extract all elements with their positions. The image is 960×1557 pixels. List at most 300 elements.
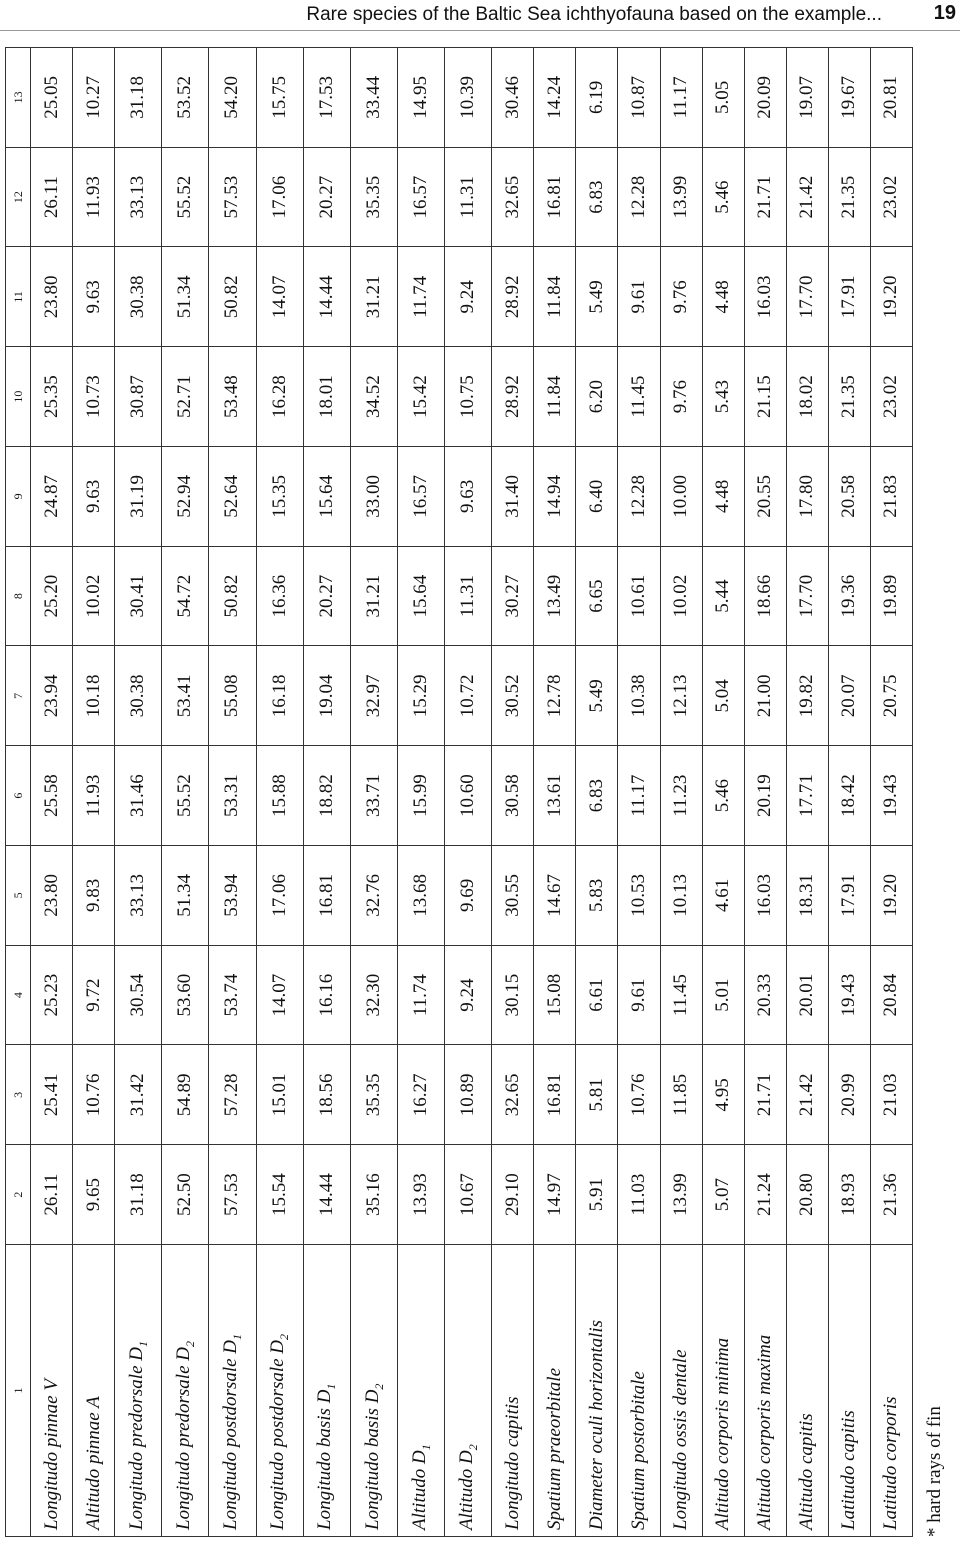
table-cell: 25.23 [31,945,73,1045]
table-cell: 9.24 [445,247,492,347]
row-label-text: Longitudo basis D [314,1389,336,1530]
table-cell: 6.61 [576,945,618,1045]
column-header-10: 10 [6,347,31,447]
table-cell: 19.89 [870,546,912,646]
row-label [445,1245,492,1537]
row-label [870,1245,912,1537]
table-cell: 16.57 [398,447,445,547]
row-label-subscript: 1 [324,1383,339,1390]
row-label-subscript: 2 [182,1341,197,1348]
table-cell: 16.03 [744,247,786,347]
table-cell: 17.91 [828,247,870,347]
table-cell: 21.15 [744,347,786,447]
table-cell: 17.06 [256,846,303,946]
table-cell: 10.72 [445,646,492,746]
table-cell: 21.71 [744,147,786,247]
table-cell: 15.29 [398,646,445,746]
table-cell: 16.18 [256,646,303,746]
table-cell: 25.35 [31,347,73,447]
table-cell: 14.67 [534,846,576,946]
table-cell: 5.44 [702,546,744,646]
row-label [492,1245,534,1537]
row-label-subscript: 1 [229,1333,244,1340]
row-label-text: Longitudo postdorsale D [267,1339,289,1530]
table-cell: 16.81 [303,846,350,946]
table-cell: 10.02 [73,546,115,646]
table-cell: 19.67 [828,48,870,148]
table-row [209,48,256,1537]
table-cell: 28.92 [492,347,534,447]
table-cell: 32.76 [350,846,397,946]
table-cell: 15.64 [398,546,445,646]
row-label [303,1245,350,1537]
table-cell: 57.28 [209,1045,256,1145]
table-cell: 23.80 [31,247,73,347]
row-label [209,1245,256,1537]
table-cell: 26.11 [31,147,73,247]
table-cell: 10.60 [445,746,492,846]
table-cell: 11.93 [73,746,115,846]
table-cell: 18.93 [828,1145,870,1245]
row-label-text: Altitudo corporis minima [712,1337,734,1530]
table-cell: 15.88 [256,746,303,846]
table-cell: 53.94 [209,846,256,946]
table-cell: 13.68 [398,846,445,946]
table-cell: 23.80 [31,846,73,946]
table-cell: 21.36 [870,1145,912,1245]
table-cell: 20.07 [828,646,870,746]
table-row [660,48,702,1537]
table-cell: 5.05 [702,48,744,148]
table-cell: 21.35 [828,347,870,447]
column-header-row [6,48,31,1537]
table-cell: 30.58 [492,746,534,846]
table-row [398,48,445,1537]
table-cell: 10.13 [660,846,702,946]
table-cell: 16.16 [303,945,350,1045]
table-cell: 31.18 [115,48,162,148]
table-cell: 10.87 [618,48,660,148]
row-label-text: Altitudo D [455,1450,477,1530]
table-cell: 15.42 [398,347,445,447]
table-cell: 54.72 [162,546,209,646]
table-cell: 13.61 [534,746,576,846]
page-header [0,0,960,30]
row-label-subscript: 1 [418,1444,433,1451]
table-cell: 9.61 [618,945,660,1045]
table-cell: 14.44 [303,247,350,347]
table-cell: 21.24 [744,1145,786,1245]
table-cell: 14.07 [256,945,303,1045]
table-cell: 33.13 [115,147,162,247]
table-cell: 21.03 [870,1045,912,1145]
table-cell: 11.31 [445,147,492,247]
table-cell: 9.72 [73,945,115,1045]
column-header-4: 4 [6,945,31,1045]
row-label-subscript: 2 [371,1383,386,1390]
table-cell: 20.75 [870,646,912,746]
row-label-text: Spatium postorbitale [628,1371,649,1530]
row-label [73,1245,115,1537]
table-cell: 9.63 [73,447,115,547]
table-cell: 17.70 [786,546,828,646]
row-label-text: Altitudo capitis [796,1413,818,1530]
table-cell: 52.64 [209,447,256,547]
table-cell: 12.78 [534,646,576,746]
table-cell: 52.94 [162,447,209,547]
table-cell: 15.54 [256,1145,303,1245]
table-cell: 10.38 [618,646,660,746]
table-cell: 30.52 [492,646,534,746]
table-row [618,48,660,1537]
table-cell: 31.40 [492,447,534,547]
table-cell: 13.93 [398,1145,445,1245]
table-cell: 20.27 [303,147,350,247]
table-cell: 52.71 [162,347,209,447]
table-cell: 5.91 [576,1145,618,1245]
table-cell: 16.81 [534,147,576,247]
table-cell: 25.05 [31,48,73,148]
table-cell: 30.38 [115,247,162,347]
table-cell: 31.42 [115,1045,162,1145]
table-row [492,48,534,1537]
row-label-text: Longitudo predorsale D [125,1347,147,1530]
table-row [576,48,618,1537]
table-cell: 52.50 [162,1145,209,1245]
table-cell: 24.87 [31,447,73,547]
table-cell: 17.06 [256,147,303,247]
table-cell: 10.73 [73,347,115,447]
column-header-5: 5 [6,846,31,946]
column-header-8: 8 [6,546,31,646]
row-label-text: Longitudo capitis [501,1396,523,1530]
table-cell: 20.27 [303,546,350,646]
table-cell: 20.55 [744,447,786,547]
table-cell: 16.36 [256,546,303,646]
table-cell: 30.87 [115,347,162,447]
table-cell: 33.00 [350,447,397,547]
table-cell: 5.81 [576,1045,618,1145]
table-cell: 54.89 [162,1045,209,1145]
table-cell: 21.42 [786,147,828,247]
table-cell: 55.52 [162,746,209,846]
table-cell: 19.20 [870,846,912,946]
table-cell: 13.49 [534,546,576,646]
table-cell: 15.64 [303,447,350,547]
table-body [31,48,913,1537]
table-cell: 21.42 [786,1045,828,1145]
column-header-11: 11 [6,247,31,347]
table-cell: 53.52 [162,48,209,148]
table-cell: 12.28 [618,147,660,247]
table-cell: 13.99 [660,1145,702,1245]
table-cell: 9.65 [73,1145,115,1245]
table-cell: 10.53 [618,846,660,946]
table-cell: 17.91 [828,846,870,946]
table-cell: 11.84 [534,247,576,347]
row-label-text: Latitudo corporis [880,1396,902,1530]
table-cell: 19.04 [303,646,350,746]
table-cell: 31.19 [115,447,162,547]
table-cell: 15.08 [534,945,576,1045]
row-label-text: Longitudo ossis dentale [670,1349,692,1530]
table-cell: 20.19 [744,746,786,846]
table-cell: 32.30 [350,945,397,1045]
table-cell: 5.83 [576,846,618,946]
table-cell: 25.58 [31,746,73,846]
table-cell: 15.75 [256,48,303,148]
column-header-12: 12 [6,147,31,247]
table-row [702,48,744,1537]
table-cell: 53.41 [162,646,209,746]
table-cell: 18.66 [744,546,786,646]
row-label-text: Altitudo pinnae A [82,1396,104,1530]
table-cell: 19.43 [828,945,870,1045]
table-cell: 20.58 [828,447,870,547]
table-cell: 51.34 [162,846,209,946]
column-header-9: 9 [6,447,31,547]
table-cell: 23.94 [31,646,73,746]
table-cell: 9.76 [660,347,702,447]
table-cell: 11.17 [618,746,660,846]
table-cell: 10.67 [445,1145,492,1245]
table-row [744,48,786,1537]
table-cell: 14.07 [256,247,303,347]
table-cell: 10.18 [73,646,115,746]
table-cell: 14.44 [303,1145,350,1245]
table-cell: 11.45 [660,945,702,1045]
table-cell: 20.99 [828,1045,870,1145]
table-cell: 19.36 [828,546,870,646]
row-label-text: Altitudo D [408,1450,430,1530]
row-label-text: Diameter oculi horizontalis [585,1319,607,1530]
table-cell: 19.07 [786,48,828,148]
table-cell: 18.02 [786,347,828,447]
table-cell: 21.83 [870,447,912,547]
table-cell: 13.99 [660,147,702,247]
table-cell: 9.63 [445,447,492,547]
row-label [534,1245,576,1537]
table-cell: 18.82 [303,746,350,846]
column-header-7: 7 [6,646,31,746]
table-cell: 5.46 [702,746,744,846]
table-cell: 10.00 [660,447,702,547]
table-cell: 6.83 [576,746,618,846]
table-cell: 5.49 [576,247,618,347]
table-row [534,48,576,1537]
table-row [115,48,162,1537]
header-rule [0,30,960,31]
row-label [350,1245,397,1537]
table-cell: 10.39 [445,48,492,148]
table-cell: 29.10 [492,1145,534,1245]
table-cell: 20.09 [744,48,786,148]
table-cell: 6.20 [576,347,618,447]
rotated-table-container [5,47,913,1537]
row-label-text: Longitudo pinnae V [40,1379,62,1530]
table-cell: 10.76 [73,1045,115,1145]
table-cell: 5.07 [702,1145,744,1245]
table-cell: 11.85 [660,1045,702,1145]
table-cell: 14.24 [534,48,576,148]
table-cell: 16.28 [256,347,303,447]
table-cell: 18.01 [303,347,350,447]
row-label [786,1245,828,1537]
table-cell: 10.89 [445,1045,492,1145]
table-cell: 15.35 [256,447,303,547]
row-label [398,1245,445,1537]
table-row [445,48,492,1537]
row-label-text: Spatium praeorbitale [543,1367,565,1530]
table-cell: 20.33 [744,945,786,1045]
table-cell: 16.27 [398,1045,445,1145]
table-cell: 32.65 [492,147,534,247]
table-cell: 4.48 [702,447,744,547]
table-cell: 6.19 [576,48,618,148]
table-cell: 9.24 [445,945,492,1045]
row-label [256,1245,303,1537]
table-cell: 35.35 [350,147,397,247]
table-cell: 35.35 [350,1045,397,1145]
table-cell: 31.46 [115,746,162,846]
table-cell: 18.56 [303,1045,350,1145]
table-cell: 26.11 [31,1145,73,1245]
table-cell: 11.03 [618,1145,660,1245]
table-cell: 53.31 [209,746,256,846]
row-label-text: Longitudo postdorsale D [220,1339,242,1530]
table-cell: 16.81 [534,1045,576,1145]
table-row [73,48,115,1537]
row-label [660,1245,702,1537]
row-label [744,1245,786,1537]
table-cell: 5.46 [702,147,744,247]
table-cell: 21.35 [828,147,870,247]
table-row [350,48,397,1537]
table-cell: 30.27 [492,546,534,646]
table-cell: 20.81 [870,48,912,148]
row-label [31,1245,73,1537]
table-cell: 11.84 [534,347,576,447]
row-label [576,1245,618,1537]
table-cell: 20.84 [870,945,912,1045]
table-cell: 9.61 [618,247,660,347]
table-cell: 17.71 [786,746,828,846]
table-cell: 23.02 [870,147,912,247]
table-cell: 11.74 [398,247,445,347]
table-cell: 18.42 [828,746,870,846]
column-header-1: 1 [6,1245,31,1537]
column-header-3: 3 [6,1045,31,1145]
table-cell: 5.01 [702,945,744,1045]
column-header-13: 13 [6,48,31,148]
footnote: * hard rays of fin [924,1406,945,1537]
table-cell: 20.80 [786,1145,828,1245]
table-cell: 6.40 [576,447,618,547]
row-label-text: Altitudo corporis maxima [754,1334,776,1530]
table-cell: 23.02 [870,347,912,447]
table-cell: 50.82 [209,247,256,347]
table-cell: 19.20 [870,247,912,347]
row-label [702,1245,744,1537]
table-cell: 35.16 [350,1145,397,1245]
table-cell: 15.01 [256,1045,303,1145]
table-cell: 55.52 [162,147,209,247]
table-cell: 51.34 [162,247,209,347]
table-cell: 19.82 [786,646,828,746]
table-cell: 6.83 [576,147,618,247]
table-cell: 25.41 [31,1045,73,1145]
row-label-subscript: 2 [465,1444,480,1451]
table-cell: 14.95 [398,48,445,148]
table-cell: 6.65 [576,546,618,646]
table-cell: 14.97 [534,1145,576,1245]
table-cell: 4.95 [702,1045,744,1145]
table-row [31,48,73,1537]
table-cell: 4.61 [702,846,744,946]
table-cell: 19.43 [870,746,912,846]
table-cell: 17.53 [303,48,350,148]
column-header-2: 2 [6,1145,31,1245]
table-cell: 57.53 [209,1145,256,1245]
table-cell: 34.52 [350,347,397,447]
table-cell: 10.27 [73,48,115,148]
table-cell: 30.55 [492,846,534,946]
table-cell: 30.15 [492,945,534,1045]
table-cell: 21.00 [744,646,786,746]
table-cell: 31.18 [115,1145,162,1245]
table-cell: 10.61 [618,546,660,646]
row-label-subscript: 2 [277,1333,292,1340]
table-row [256,48,303,1537]
table-row [162,48,209,1537]
table-cell: 11.23 [660,746,702,846]
table-cell: 53.74 [209,945,256,1045]
table-cell: 53.48 [209,347,256,447]
row-label-text: Longitudo predorsale D [172,1347,194,1530]
table-cell: 10.76 [618,1045,660,1145]
column-header-6: 6 [6,746,31,846]
table-cell: 9.69 [445,846,492,946]
table-row [786,48,828,1537]
table-cell: 32.97 [350,646,397,746]
table-cell: 21.71 [744,1045,786,1145]
row-label [115,1245,162,1537]
table-cell: 16.03 [744,846,786,946]
row-label-subscript: 1 [135,1341,150,1348]
running-title: Rare species of the Baltic Sea ichthyofauna based on the example... [306,4,882,25]
table-cell: 18.31 [786,846,828,946]
table-cell: 30.41 [115,546,162,646]
table-cell: 57.53 [209,147,256,247]
page-number: 19 [933,2,956,24]
table-cell: 30.54 [115,945,162,1045]
table-cell: 31.21 [350,247,397,347]
table-cell: 20.01 [786,945,828,1045]
table-cell: 10.75 [445,347,492,447]
table-cell: 14.94 [534,447,576,547]
table-cell: 33.44 [350,48,397,148]
row-label [618,1245,660,1537]
morphometric-table [5,47,913,1537]
table-cell: 54.20 [209,48,256,148]
table-cell: 32.65 [492,1045,534,1145]
table-cell: 30.38 [115,646,162,746]
table-cell: 33.13 [115,846,162,946]
table-cell: 28.92 [492,247,534,347]
table-cell: 33.71 [350,746,397,846]
table-cell: 9.63 [73,247,115,347]
table-cell: 9.83 [73,846,115,946]
